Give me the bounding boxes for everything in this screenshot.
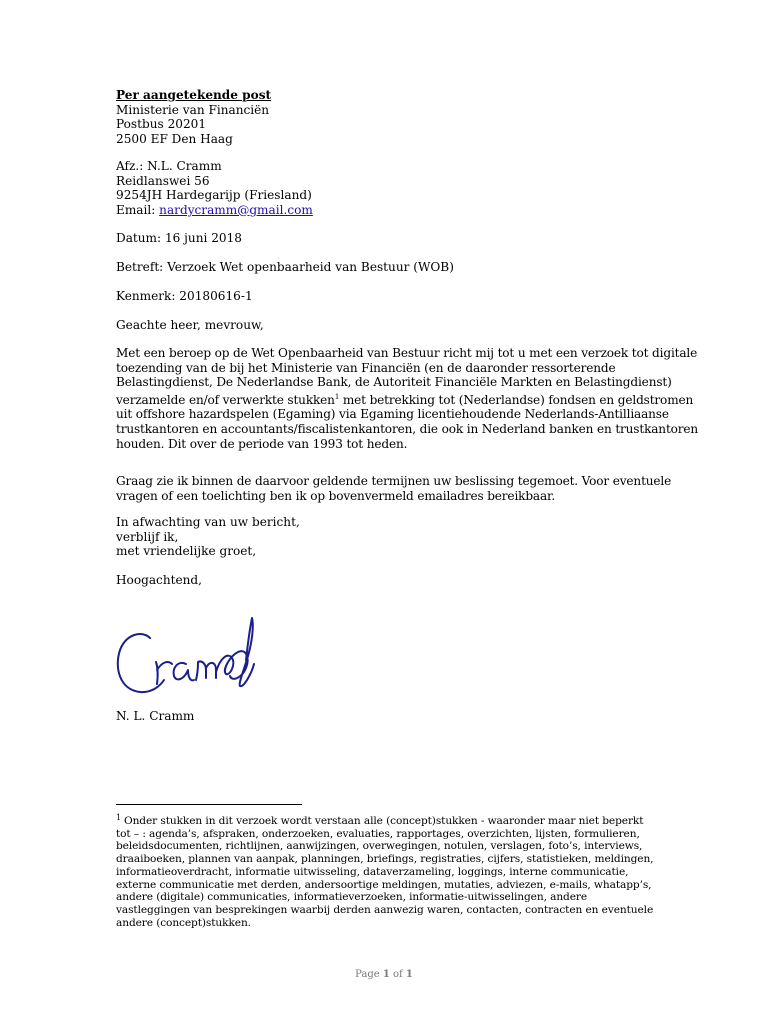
footnote-line: andere (digitale) communicaties, informatieverzoeken, informatie-uitwisselingen, andere <box>116 891 588 904</box>
footnote-line: informatieoverdracht, informatie uitwisseling, dataverzameling, loggings, interne communicatie, <box>116 865 629 878</box>
subject <box>116 260 656 275</box>
sender-name: Afz.: N.L. Cramm <box>116 159 222 173</box>
footnote-text: Onder stukken in dit verzoek wordt verstaan alle (concept)stukken - waaronder maar niet beperkt <box>124 815 644 827</box>
closing-line: verblijf ik, <box>116 529 179 544</box>
closing-line: In afwachting van uw bericht, <box>116 515 300 529</box>
reference-line: Kenmerk: 20180616-1 <box>116 289 253 303</box>
footnote-line: vastleggingen van besprekingen waarbij derden aanwezig waren, contacten, contracten en eventuele <box>116 903 654 916</box>
page-word: Page <box>355 969 380 980</box>
sender-street: Reidlanswei 56 <box>116 173 210 188</box>
formal-closing <box>116 573 656 588</box>
closing-line: met vriendelijke groet, <box>116 544 257 559</box>
date <box>116 231 656 246</box>
page-total: 1 <box>405 969 413 980</box>
date-line: Datum: 16 juni 2018 <box>116 231 242 245</box>
footnote-line: externe communicatie met derden, andersoortige meldingen, mutaties, adviezen, e-mails, whatapp’s, <box>116 878 652 891</box>
salutation-line: Geachte heer, mevrouw, <box>116 318 264 332</box>
subject-line: Betreft: Verzoek Wet openbaarheid van Bestuur (WOB) <box>116 260 454 274</box>
paragraph-line: toezending van de bij het Ministerie van Financiën (en de daaronder ressorterende <box>116 360 616 375</box>
recipient-line: Postbus 20201 <box>116 117 207 132</box>
paragraph-text: met betrekking tot (Nederlandse) fondsen en geldstromen <box>339 392 694 407</box>
delivery-heading: Per aangetekende post <box>116 88 272 102</box>
paragraph-line <box>116 390 694 408</box>
footnote-line: draaiboeken, plannen van aanpak, planningen, briefings, registraties, cijfers, statistieken, meldingen, <box>116 853 654 866</box>
footnote-reference: 1 <box>334 392 340 401</box>
signed-name: N. L. Cramm <box>116 709 195 723</box>
closing <box>116 515 656 559</box>
recipient-line: 2500 EF Den Haag <box>116 131 233 146</box>
footnote-line: tot – : agenda’s, afspraken, onderzoeken, evaluaties, rapportages, overzichten, lijsten, formulieren, <box>116 827 640 840</box>
page-current: 1 <box>382 969 390 980</box>
paragraph-line: Graag zie ik binnen de daarvoor geldende termijnen uw beslissing tegemoet. Voor eventuele <box>116 474 672 488</box>
footnote <box>116 812 656 929</box>
paragraph-line: uit offshore hazardspelen (Egaming) via Egaming licentiehoudende Nederlands-Antilliaanse <box>116 407 669 422</box>
body-paragraph-1 <box>116 346 699 451</box>
footnote-line: beleidsdocumenten, richtlijnen, aanwijzingen, overwegingen, notulen, verslagen, foto’s, interviews, <box>116 840 643 853</box>
footnote-number: 1 <box>116 813 121 822</box>
paragraph-line: vragen of een toelichting ben ik op bovenvermeld emailadres bereikbaar. <box>116 488 556 503</box>
formal-closing-line: Hoogachtend, <box>116 573 203 587</box>
body-paragraph-2 <box>116 474 672 503</box>
paragraph-text: verzamelde en/of verwerkte stukken <box>116 392 335 407</box>
reference <box>116 289 656 304</box>
recipient-line: Ministerie van Financiën <box>116 102 270 117</box>
salutation <box>116 318 656 333</box>
page-of: of <box>393 969 403 980</box>
paragraph-line: Met een beroep op de Wet Openbaarheid van Bestuur richt mij tot u met een verzoek tot digitale <box>116 346 698 360</box>
footnote-line <box>116 812 656 828</box>
email-label: Email: <box>116 202 160 217</box>
footnote-line: andere (concept)stukken. <box>116 916 251 929</box>
paragraph-line: trustkantoren en accountants/fiscalistenkantoren, die ook in Nederland banken en trustkantoren <box>116 421 699 436</box>
recipient-address <box>116 88 656 146</box>
page-number <box>0 968 768 983</box>
sender-address <box>116 159 656 217</box>
signatory <box>116 709 656 724</box>
paragraph-line: Belastingdienst, De Nederlandse Bank, de Autoriteit Financiële Markten en Belastingdienst) <box>116 375 672 390</box>
sender-city: 9254JH Hardegarijp (Friesland) <box>116 188 312 203</box>
footnote-separator <box>116 804 302 805</box>
handwritten-signature <box>112 612 262 702</box>
email-link[interactable]: nardycramm@gmail.com <box>159 202 313 217</box>
paragraph-line: houden. Dit over de periode van 1993 tot heden. <box>116 436 408 451</box>
sender-email-line <box>116 203 656 218</box>
